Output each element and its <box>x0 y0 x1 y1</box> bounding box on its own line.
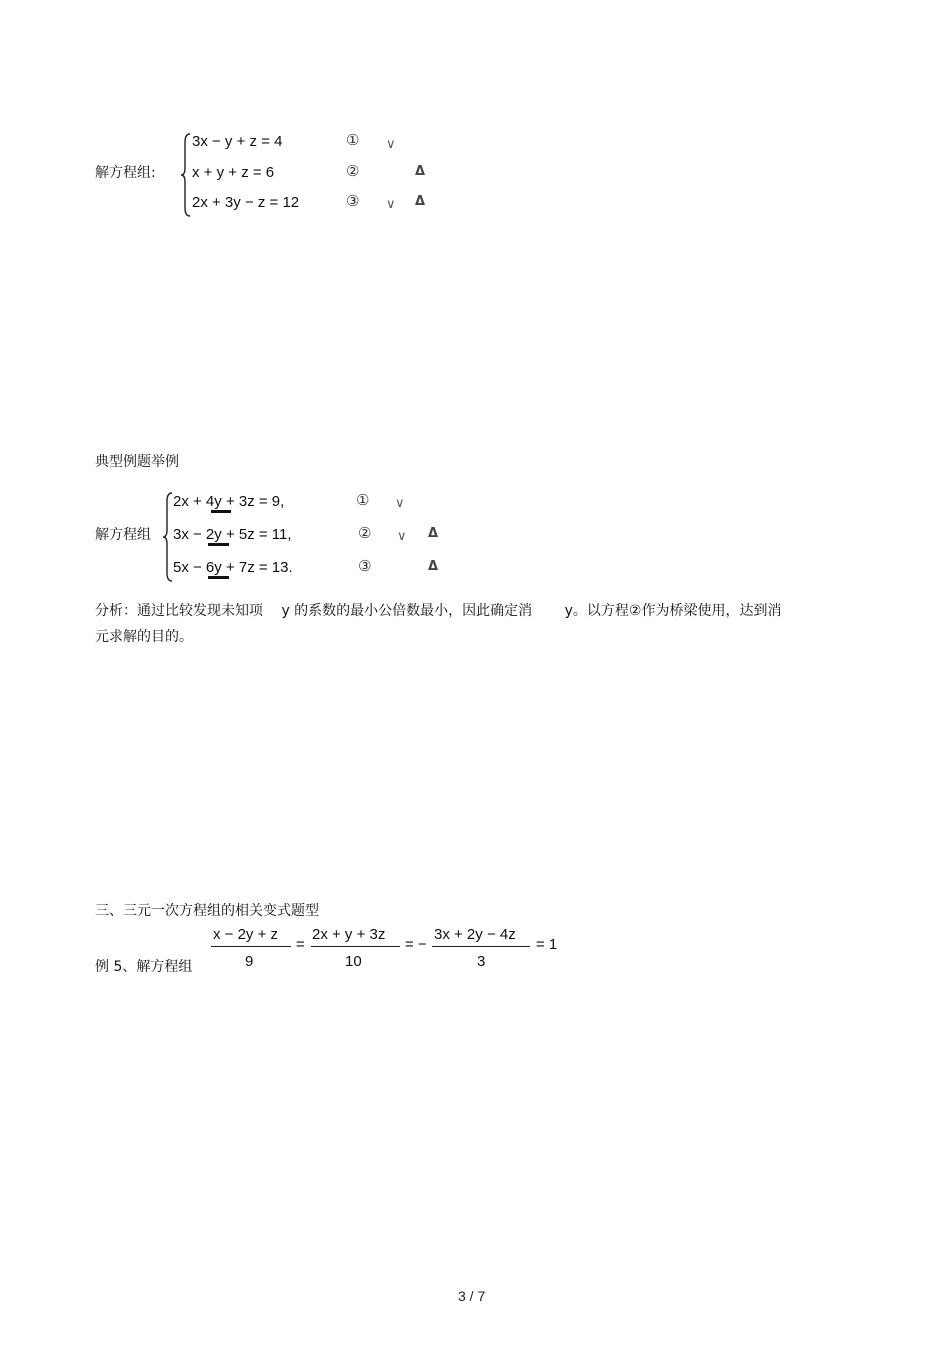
fraction3-denominator: 3 <box>477 953 486 970</box>
example-check-2: ∨ <box>397 529 407 544</box>
fraction2-denominator: 10 <box>345 953 362 970</box>
analysis-line-1: 分析：通过比较发现未知项 y 的系数的最小公倍数最小，因此确定消 y。以方程②作为桥梁使用，达到消 <box>95 603 782 619</box>
section3-heading: 三、三元一次方程组的相关变式题型 <box>95 903 319 919</box>
system1-label: 解方程组: <box>95 165 156 181</box>
example-label: 解方程组 <box>95 527 151 543</box>
system1-marker-2: ② <box>346 162 360 180</box>
system1-equation-2: x + y + z = 6 <box>192 164 275 181</box>
system1-triangle-3: Δ <box>415 194 426 209</box>
system1-check-3: ∨ <box>386 197 396 212</box>
fraction1-bar <box>211 946 291 947</box>
fraction1-denominator: 9 <box>245 953 254 970</box>
example-check-1: ∨ <box>395 496 405 511</box>
example-triangle-3: Δ <box>428 559 439 574</box>
fraction3-bar <box>432 946 530 947</box>
example-equation-2: 3x − 2y + 5z = 11, <box>173 526 292 543</box>
example-heading: 典型例题举例 <box>95 454 179 470</box>
fraction3-numerator: 3x + 2y − 4z <box>434 926 516 943</box>
example-equation-3: 5x − 6y + 7z = 13. <box>173 559 293 576</box>
analysis-line-2: 元求解的目的。 <box>95 629 193 645</box>
example-triangle-2: Δ <box>428 526 439 541</box>
fraction2-numerator: 2x + y + 3z <box>312 926 386 943</box>
example-marker-1: ① <box>356 491 370 509</box>
system1-triangle-2: Δ <box>415 164 426 179</box>
system1-marker-1: ① <box>346 131 360 149</box>
system1-equation-3: 2x + 3y − z = 12 <box>192 194 300 211</box>
equals-one: = 1 <box>536 936 558 953</box>
system1-equation-1: 3x − y + z = 4 <box>192 133 283 150</box>
example-marker-2: ② <box>358 524 372 542</box>
emphasis-bar-2 <box>208 543 229 546</box>
equals-sign-1: = <box>296 936 305 953</box>
example-marker-3: ③ <box>358 557 372 575</box>
system1-check-1: ∨ <box>386 137 396 152</box>
example5-label: 例 5、解方程组 <box>95 959 193 975</box>
equals-minus-sign: = − <box>405 936 427 953</box>
fraction2-bar <box>311 946 400 947</box>
example-equation-1: 2x + 4y + 3z = 9, <box>173 493 285 510</box>
emphasis-bar-3 <box>208 576 229 579</box>
system1-marker-3: ③ <box>346 192 360 210</box>
emphasis-bar-1 <box>211 510 231 513</box>
fraction1-numerator: x − 2y + z <box>213 926 279 943</box>
system1-brace <box>180 132 192 218</box>
page-number: 3 / 7 <box>458 1288 486 1304</box>
